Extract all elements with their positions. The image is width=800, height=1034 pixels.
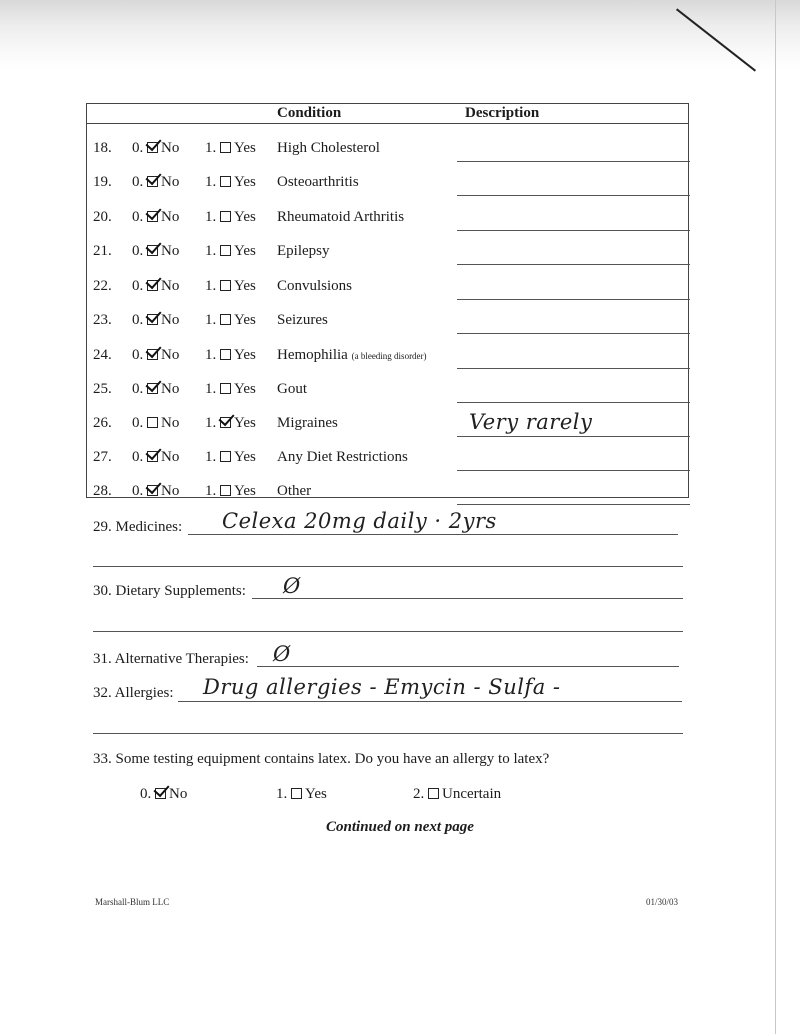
alternative-therapies-line [257, 666, 679, 667]
dietary-supplements-value[interactable]: Ø [283, 574, 301, 598]
page-edge [775, 0, 776, 1034]
footer-company: Marshall-Blum LLC [95, 897, 170, 907]
row-number: 22. [93, 278, 112, 294]
medicines-line-2 [93, 566, 683, 567]
checkbox-checked-icon[interactable] [147, 383, 158, 394]
checkbox-checked-icon[interactable] [147, 245, 158, 256]
condition-row [87, 441, 690, 475]
option-no-label: No [161, 174, 180, 190]
latex-question: 33. Some testing equipment contains latex. Do you have an allergy to latex? [93, 751, 550, 767]
option-no-number: 0. [132, 381, 144, 397]
description-line [457, 368, 690, 369]
medicines-value[interactable]: Celexa 20mg daily · 2yrs [222, 509, 497, 533]
condition-name [277, 174, 359, 191]
option-yes-number: 1. [205, 449, 217, 465]
description-line [457, 161, 690, 162]
option-yes-number: 1. [205, 415, 217, 431]
alternative-therapies-value[interactable]: Ø [273, 642, 291, 666]
description-line [457, 264, 690, 265]
condition-row [87, 475, 690, 509]
option-no-label: No [161, 312, 180, 328]
condition-label: Osteoarthritis [277, 174, 359, 190]
description-line [457, 299, 690, 300]
checkbox-checked-icon[interactable] [147, 451, 158, 462]
option-no-label: No [161, 140, 180, 156]
condition-row [87, 235, 690, 269]
row-number: 26. [93, 415, 112, 431]
checkbox-checked-icon[interactable] [147, 349, 158, 360]
condition-label: Rheumatoid Arthritis [277, 209, 405, 225]
condition-note: (a bleeding disorder) [351, 351, 427, 361]
checkbox-checked-icon[interactable] [147, 142, 158, 153]
condition-name [277, 415, 338, 432]
checkbox-icon[interactable] [220, 451, 231, 462]
row-number: 23. [93, 312, 112, 328]
allergies-line-2 [93, 733, 683, 734]
condition-row [87, 373, 690, 407]
checkbox-icon[interactable] [147, 417, 158, 428]
option-yes[interactable] [205, 278, 256, 295]
option-no-label: No [161, 449, 180, 465]
latex-option-no[interactable] [140, 786, 187, 803]
option-no[interactable] [132, 449, 179, 466]
condition-name [277, 312, 328, 329]
option-yes[interactable] [205, 209, 256, 226]
checkbox-checked-icon[interactable] [220, 417, 231, 428]
checkbox-checked-icon[interactable] [155, 788, 166, 799]
option-yes[interactable] [205, 243, 256, 260]
condition-name [277, 483, 311, 500]
option-no-number: 0. [132, 278, 144, 294]
option-yes-label: Yes [234, 347, 256, 363]
checkbox-icon[interactable] [220, 211, 231, 222]
header-divider [87, 123, 688, 124]
condition-row [87, 270, 690, 304]
option-no[interactable] [132, 209, 179, 226]
option-yes-number: 1. [205, 209, 217, 225]
latex-option-yes-label: Yes [305, 786, 327, 802]
option-yes-label: Yes [234, 312, 256, 328]
option-yes-number: 1. [205, 140, 217, 156]
option-no[interactable] [132, 243, 179, 260]
option-no-number: 0. [132, 243, 144, 259]
option-no[interactable] [132, 483, 179, 500]
option-no-number: 0. [132, 209, 144, 225]
condition-row [87, 304, 690, 338]
option-no[interactable] [132, 312, 179, 329]
option-yes-number: 1. [205, 483, 217, 499]
description-line [457, 333, 690, 334]
condition-name [277, 449, 408, 466]
latex-option-yes[interactable] [276, 786, 327, 803]
condition-row [87, 166, 690, 200]
option-yes-label: Yes [234, 174, 256, 190]
option-yes-label: Yes [234, 243, 256, 259]
checkbox-icon[interactable] [291, 788, 302, 799]
alternative-therapies-label: 31. Alternative Therapies: [93, 651, 249, 667]
latex-option-uncertain[interactable] [413, 786, 501, 803]
condition-label: Seizures [277, 312, 328, 328]
checkbox-icon[interactable] [220, 142, 231, 153]
option-no-number: 0. [132, 174, 144, 190]
condition-row [87, 132, 690, 166]
option-no-label: No [161, 415, 180, 431]
description-line [457, 504, 690, 505]
conditions-table [86, 103, 689, 498]
latex-option-no-number: 0. [140, 786, 152, 802]
condition-label: Convulsions [277, 278, 353, 294]
condition-label: High Cholesterol [277, 140, 380, 156]
option-yes-label: Yes [234, 415, 256, 431]
option-yes-label: Yes [234, 449, 256, 465]
allergies-value[interactable]: Drug allergies - Emycin - Sulfa - [203, 675, 561, 699]
option-no[interactable] [132, 415, 179, 432]
row-number: 24. [93, 347, 112, 363]
checkbox-icon[interactable] [220, 280, 231, 291]
medicines-line [188, 534, 678, 535]
condition-row [87, 201, 690, 235]
row-number: 19. [93, 174, 112, 190]
row-number: 27. [93, 449, 112, 465]
option-yes-label: Yes [234, 381, 256, 397]
condition-label: Other [277, 483, 312, 499]
checkbox-checked-icon[interactable] [147, 176, 158, 187]
row-number: 25. [93, 381, 112, 397]
column-header-description: Description [465, 105, 540, 121]
option-no-number: 0. [132, 347, 144, 363]
condition-label: Epilepsy [277, 243, 330, 259]
row-number: 18. [93, 140, 112, 156]
checkbox-checked-icon[interactable] [147, 280, 158, 291]
row-number: 20. [93, 209, 112, 225]
condition-row [87, 339, 690, 373]
checkbox-checked-icon[interactable] [147, 314, 158, 325]
description-value[interactable]: Very rarely [469, 410, 593, 434]
checkbox-checked-icon[interactable] [147, 211, 158, 222]
option-yes-number: 1. [205, 243, 217, 259]
footer-date: 01/30/03 [646, 897, 679, 907]
option-no-number: 0. [132, 140, 144, 156]
condition-name [277, 347, 427, 364]
latex-option-uncertain-label: Uncertain [442, 786, 502, 802]
checkbox-icon[interactable] [220, 176, 231, 187]
row-number: 28. [93, 483, 112, 499]
option-no-label: No [161, 347, 180, 363]
condition-name [277, 209, 404, 226]
option-no-label: No [161, 483, 180, 499]
option-yes-number: 1. [205, 312, 217, 328]
latex-option-no-label: No [169, 786, 188, 802]
description-line [457, 436, 690, 437]
condition-name [277, 278, 352, 295]
condition-row [87, 407, 690, 441]
option-yes-label: Yes [234, 209, 256, 225]
checkbox-icon[interactable] [220, 383, 231, 394]
option-yes-number: 1. [205, 278, 217, 294]
option-no[interactable] [132, 347, 179, 364]
continued-notice: Continued on next page [326, 819, 474, 835]
description-line [457, 230, 690, 231]
option-no-label: No [161, 381, 180, 397]
allergies-label: 32. Allergies: [93, 685, 174, 701]
option-no-number: 0. [132, 415, 144, 431]
option-yes[interactable] [205, 381, 256, 398]
checkbox-icon[interactable] [220, 349, 231, 360]
checkbox-icon[interactable] [220, 245, 231, 256]
option-no-label: No [161, 209, 180, 225]
option-no-label: No [161, 278, 180, 294]
option-no[interactable] [132, 140, 179, 157]
dietary-supplements-line [252, 598, 683, 599]
row-number: 21. [93, 243, 112, 259]
allergies-line [178, 701, 682, 702]
option-no-number: 0. [132, 312, 144, 328]
dietary-supplements-line-2 [93, 631, 683, 632]
option-yes[interactable] [205, 483, 256, 500]
checkbox-icon[interactable] [220, 485, 231, 496]
option-yes-label: Yes [234, 278, 256, 294]
condition-label: Any Diet Restrictions [277, 449, 408, 465]
option-no[interactable] [132, 174, 179, 191]
checkbox-icon[interactable] [220, 314, 231, 325]
option-no-number: 0. [132, 483, 144, 499]
latex-option-yes-number: 1. [276, 786, 288, 802]
dietary-supplements-label: 30. Dietary Supplements: [93, 583, 246, 599]
description-line [457, 402, 690, 403]
condition-name [277, 381, 307, 398]
option-yes[interactable] [205, 312, 256, 329]
latex-option-uncertain-number: 2. [413, 786, 425, 802]
option-no[interactable] [132, 278, 179, 295]
option-no[interactable] [132, 381, 179, 398]
option-yes-number: 1. [205, 174, 217, 190]
condition-label: Hemophilia [277, 347, 348, 363]
checkbox-icon[interactable] [428, 788, 439, 799]
option-yes-label: Yes [234, 140, 256, 156]
option-no-label: No [161, 243, 180, 259]
option-yes[interactable] [205, 174, 256, 191]
condition-label: Gout [277, 381, 307, 397]
option-yes[interactable] [205, 415, 256, 432]
condition-name [277, 140, 380, 157]
option-yes[interactable] [205, 449, 256, 466]
condition-label: Migraines [277, 415, 338, 431]
option-yes-label: Yes [234, 483, 256, 499]
option-no-number: 0. [132, 449, 144, 465]
option-yes[interactable] [205, 347, 256, 364]
condition-name [277, 243, 330, 260]
checkbox-checked-icon[interactable] [147, 485, 158, 496]
option-yes-number: 1. [205, 381, 217, 397]
medicines-label: 29. Medicines: [93, 519, 183, 535]
column-header-condition: Condition [277, 105, 342, 121]
description-line [457, 470, 690, 471]
option-yes-number: 1. [205, 347, 217, 363]
option-yes[interactable] [205, 140, 256, 157]
description-line [457, 195, 690, 196]
